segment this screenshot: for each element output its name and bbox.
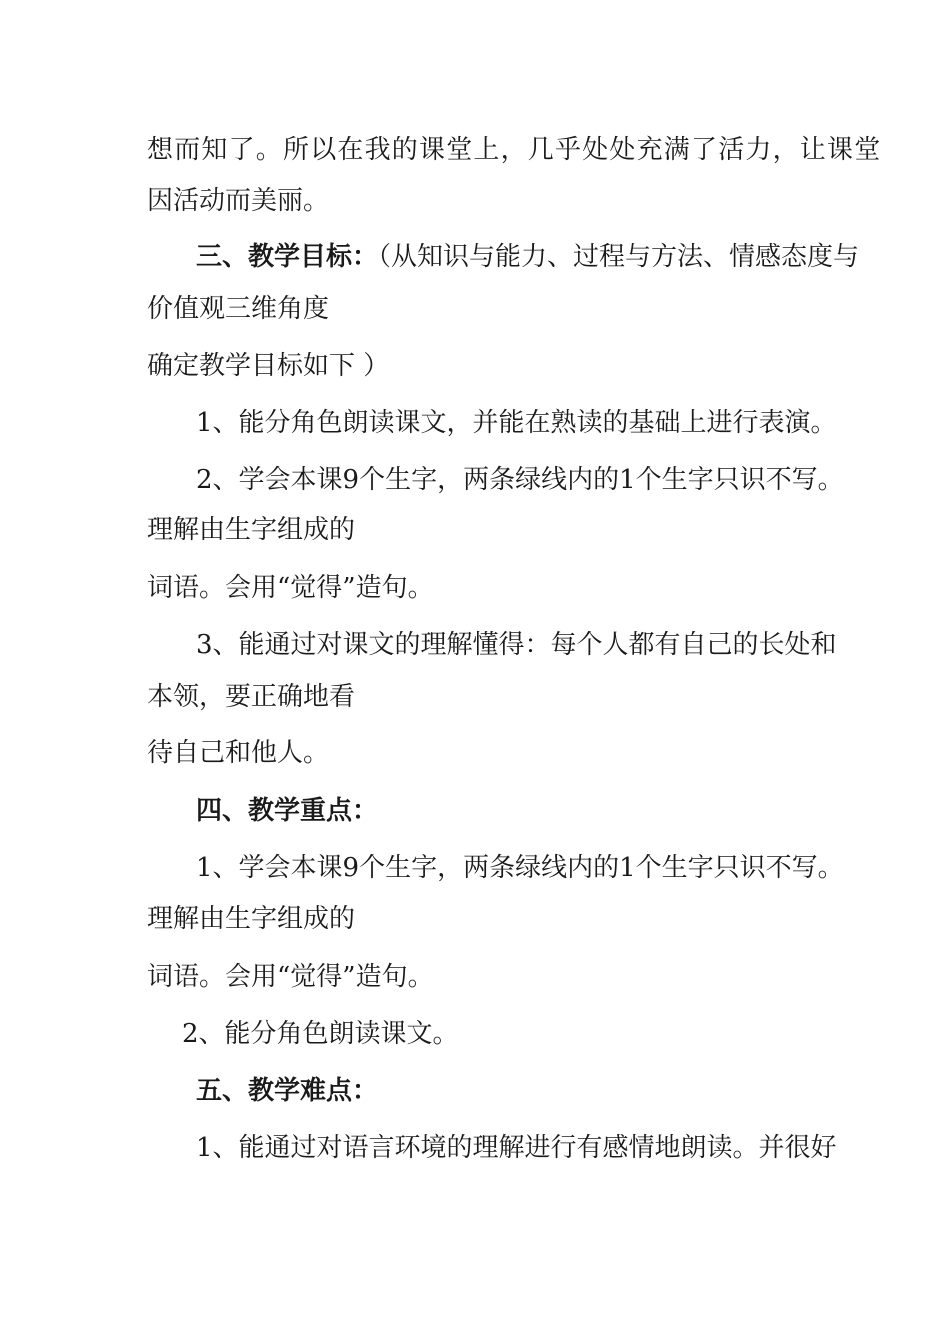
list-item: 1、学会本课9个生字，两条绿线内的1个生字只识不写。 — [196, 853, 844, 883]
paragraph-line: 词语。会用“觉得”造句。 — [147, 573, 434, 603]
section-heading-objectives — [196, 241, 859, 273]
list-item: 2、学会本课9个生字，两条绿线内的1个生字只识不写。 — [196, 465, 844, 495]
paragraph-line: 确定教学目标如下 ） — [147, 351, 390, 381]
paragraph-line: 理解由生字组成的 — [147, 904, 356, 934]
section-heading-key-points: 四、教学重点： — [196, 796, 379, 826]
paragraph-line: 词语。会用“觉得”造句。 — [147, 962, 434, 992]
paragraph-line: 理解由生字组成的 — [147, 515, 356, 545]
list-item: 1、能通过对语言环境的理解进行有感情地朗读。并很好 — [196, 1133, 837, 1163]
heading-note: （从知识与能力、过程与方法、情感态度与 — [378, 242, 860, 272]
paragraph-line: 想而知了。所以在我的课堂上，几乎处处充满了活力，让课堂 — [147, 135, 882, 165]
list-item: 1、能分角色朗读课文，并能在熟读的基础上进行表演。 — [196, 408, 837, 438]
paragraph-line: 待自己和他人。 — [147, 738, 330, 768]
paragraph-line: 本领，要正确地看 — [147, 682, 356, 712]
paragraph-line: 价值观三维角度 — [147, 294, 330, 324]
list-item: 3、能通过对课文的理解懂得：每个人都有自己的长处和 — [196, 630, 837, 660]
paragraph-line: 因活动而美丽。 — [147, 186, 330, 216]
list-item: 2、能分角色朗读课文。 — [182, 1019, 459, 1049]
section-heading-difficulties: 五、教学难点： — [196, 1076, 379, 1106]
heading-text: 三、教学目标： — [196, 242, 379, 272]
